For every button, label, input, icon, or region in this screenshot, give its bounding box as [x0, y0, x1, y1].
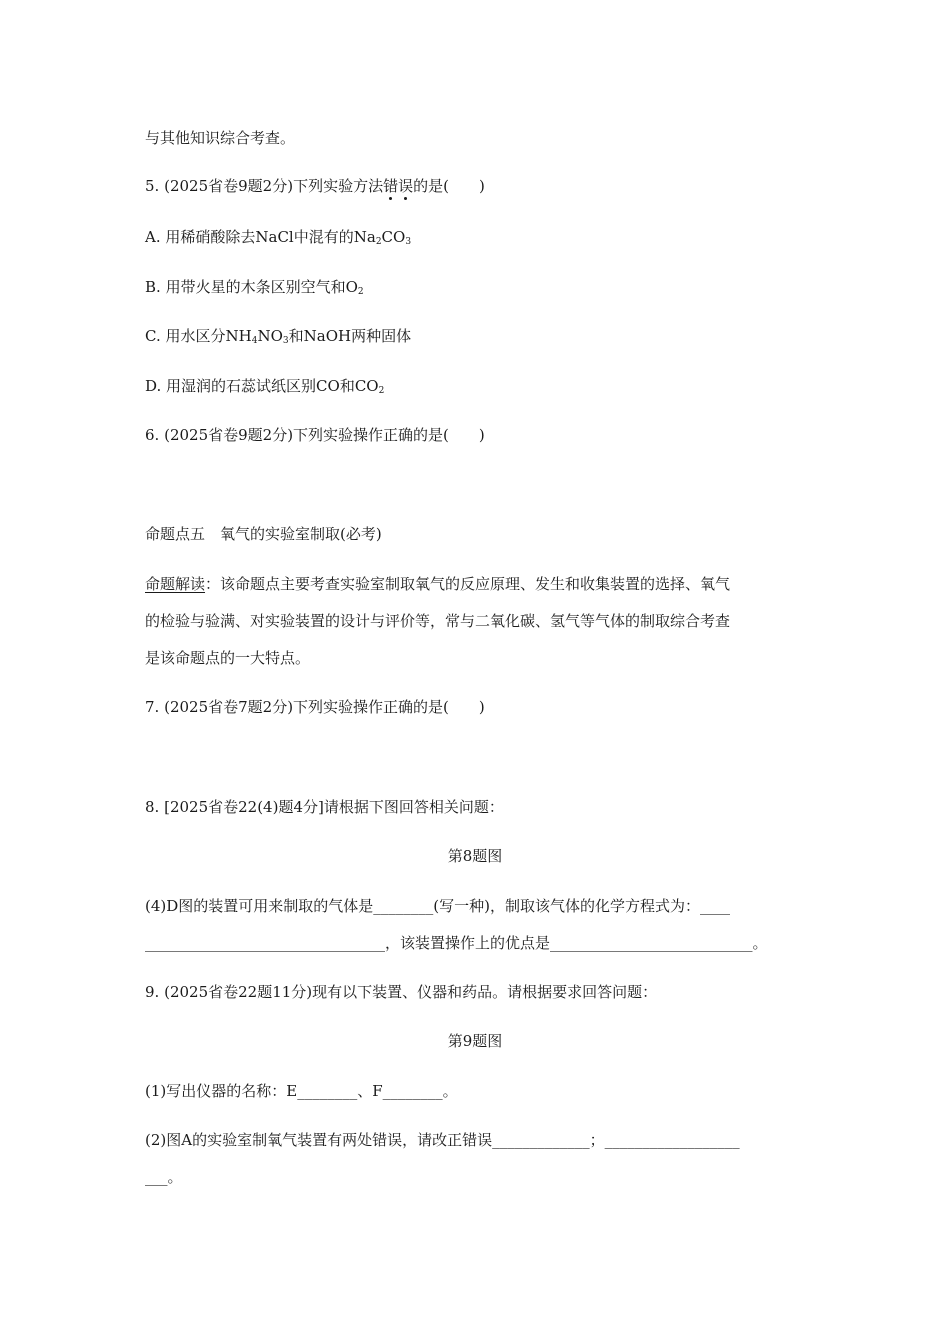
option-label: C.	[145, 327, 161, 345]
option-c	[145, 326, 411, 346]
option-b	[145, 277, 364, 297]
option-text: CO	[381, 228, 406, 246]
question-7-stem	[145, 697, 485, 717]
option-text: 和NaOH两种固体	[288, 327, 412, 345]
option-text: 用湿润的石蕊试纸区别CO和CO	[166, 377, 379, 395]
section-interpretation-line-3: 是该命题点的一大特点。	[145, 649, 311, 667]
subscript: 3	[405, 237, 412, 247]
subscript: 2	[357, 287, 364, 297]
question-9-sub2-line-2: ___。	[145, 1168, 183, 1186]
section-interpretation-line-2: 的检验与验满、对实验装置的设计与评价等，常与二氧化碳、氢气等气体的制取综合考查	[145, 612, 731, 630]
subscript: 4	[251, 336, 258, 346]
option-label: A.	[145, 228, 161, 246]
question-5-stem	[145, 176, 485, 196]
subscript: 2	[375, 237, 382, 247]
option-label: B.	[145, 278, 161, 296]
option-text: NO	[257, 327, 283, 345]
option-text: 用带火星的木条区别空气和O	[165, 278, 358, 296]
interpretation-text: ：该命题点主要考查实验室制取氧气的反应原理、发生和收集装置的选择、氧气	[205, 575, 731, 593]
option-text: 用稀硝酸除去NaCl中混有的Na	[165, 228, 376, 246]
option-d	[145, 376, 384, 396]
figure-caption-q8: 第8题图	[447, 847, 503, 865]
interpretation-label: 命题解读	[145, 575, 206, 593]
figure-caption-q9: 第9题图	[447, 1032, 503, 1050]
question-text: (2025省卷9题2分)下列实验操作正确的是( )	[164, 426, 485, 444]
question-source: (2025省卷9题2分)	[164, 177, 294, 195]
question-9-stem	[145, 982, 657, 1002]
question-number: 6.	[145, 426, 160, 444]
question-stem-tail: 的是( )	[413, 177, 485, 195]
question-text: (2025省卷22题11分)现有以下装置、仪器和药品。请根据要求回答问题：	[164, 983, 658, 1001]
intro-continuation: 与其他知识综合考查。	[145, 129, 296, 147]
question-text: [2025省卷22(4)题4分]请根据下图回答相关问题：	[164, 798, 504, 816]
question-9-sub2-line-1: (2)图A的实验室制氧气装置有两处错误，请改正错误_____________；__________________	[145, 1131, 740, 1149]
question-9-sub1: (1)写出仪器的名称：E________、F________。	[145, 1082, 458, 1100]
subscript: 3	[282, 336, 289, 346]
question-6-stem	[145, 425, 485, 445]
question-8-stem	[145, 797, 504, 817]
subscript: 2	[378, 386, 385, 396]
emphasis-char: 误	[398, 177, 414, 195]
question-8-sub4-line-1: (4)D图的装置可用来制取的气体是________(写一种)，制取该气体的化学方程式为：____	[145, 897, 730, 915]
option-label: D.	[145, 377, 162, 395]
option-text: 用水区分NH	[165, 327, 252, 345]
emphasis-char: 错	[383, 177, 399, 195]
question-number: 7.	[145, 698, 160, 716]
section-interpretation-line-1	[145, 574, 730, 594]
option-a	[145, 227, 411, 247]
question-text: (2025省卷7题2分)下列实验操作正确的是( )	[164, 698, 485, 716]
question-number: 5.	[145, 177, 160, 195]
question-number: 8.	[145, 798, 160, 816]
question-8-sub4-line-2: ________________________________，该装置操作上的优点是___________________________。	[145, 934, 768, 952]
section-title: 命题点五 氧气的实验室制取(必考)	[145, 525, 382, 543]
question-number: 9.	[145, 983, 160, 1001]
question-stem: 下列实验方法	[293, 177, 384, 195]
